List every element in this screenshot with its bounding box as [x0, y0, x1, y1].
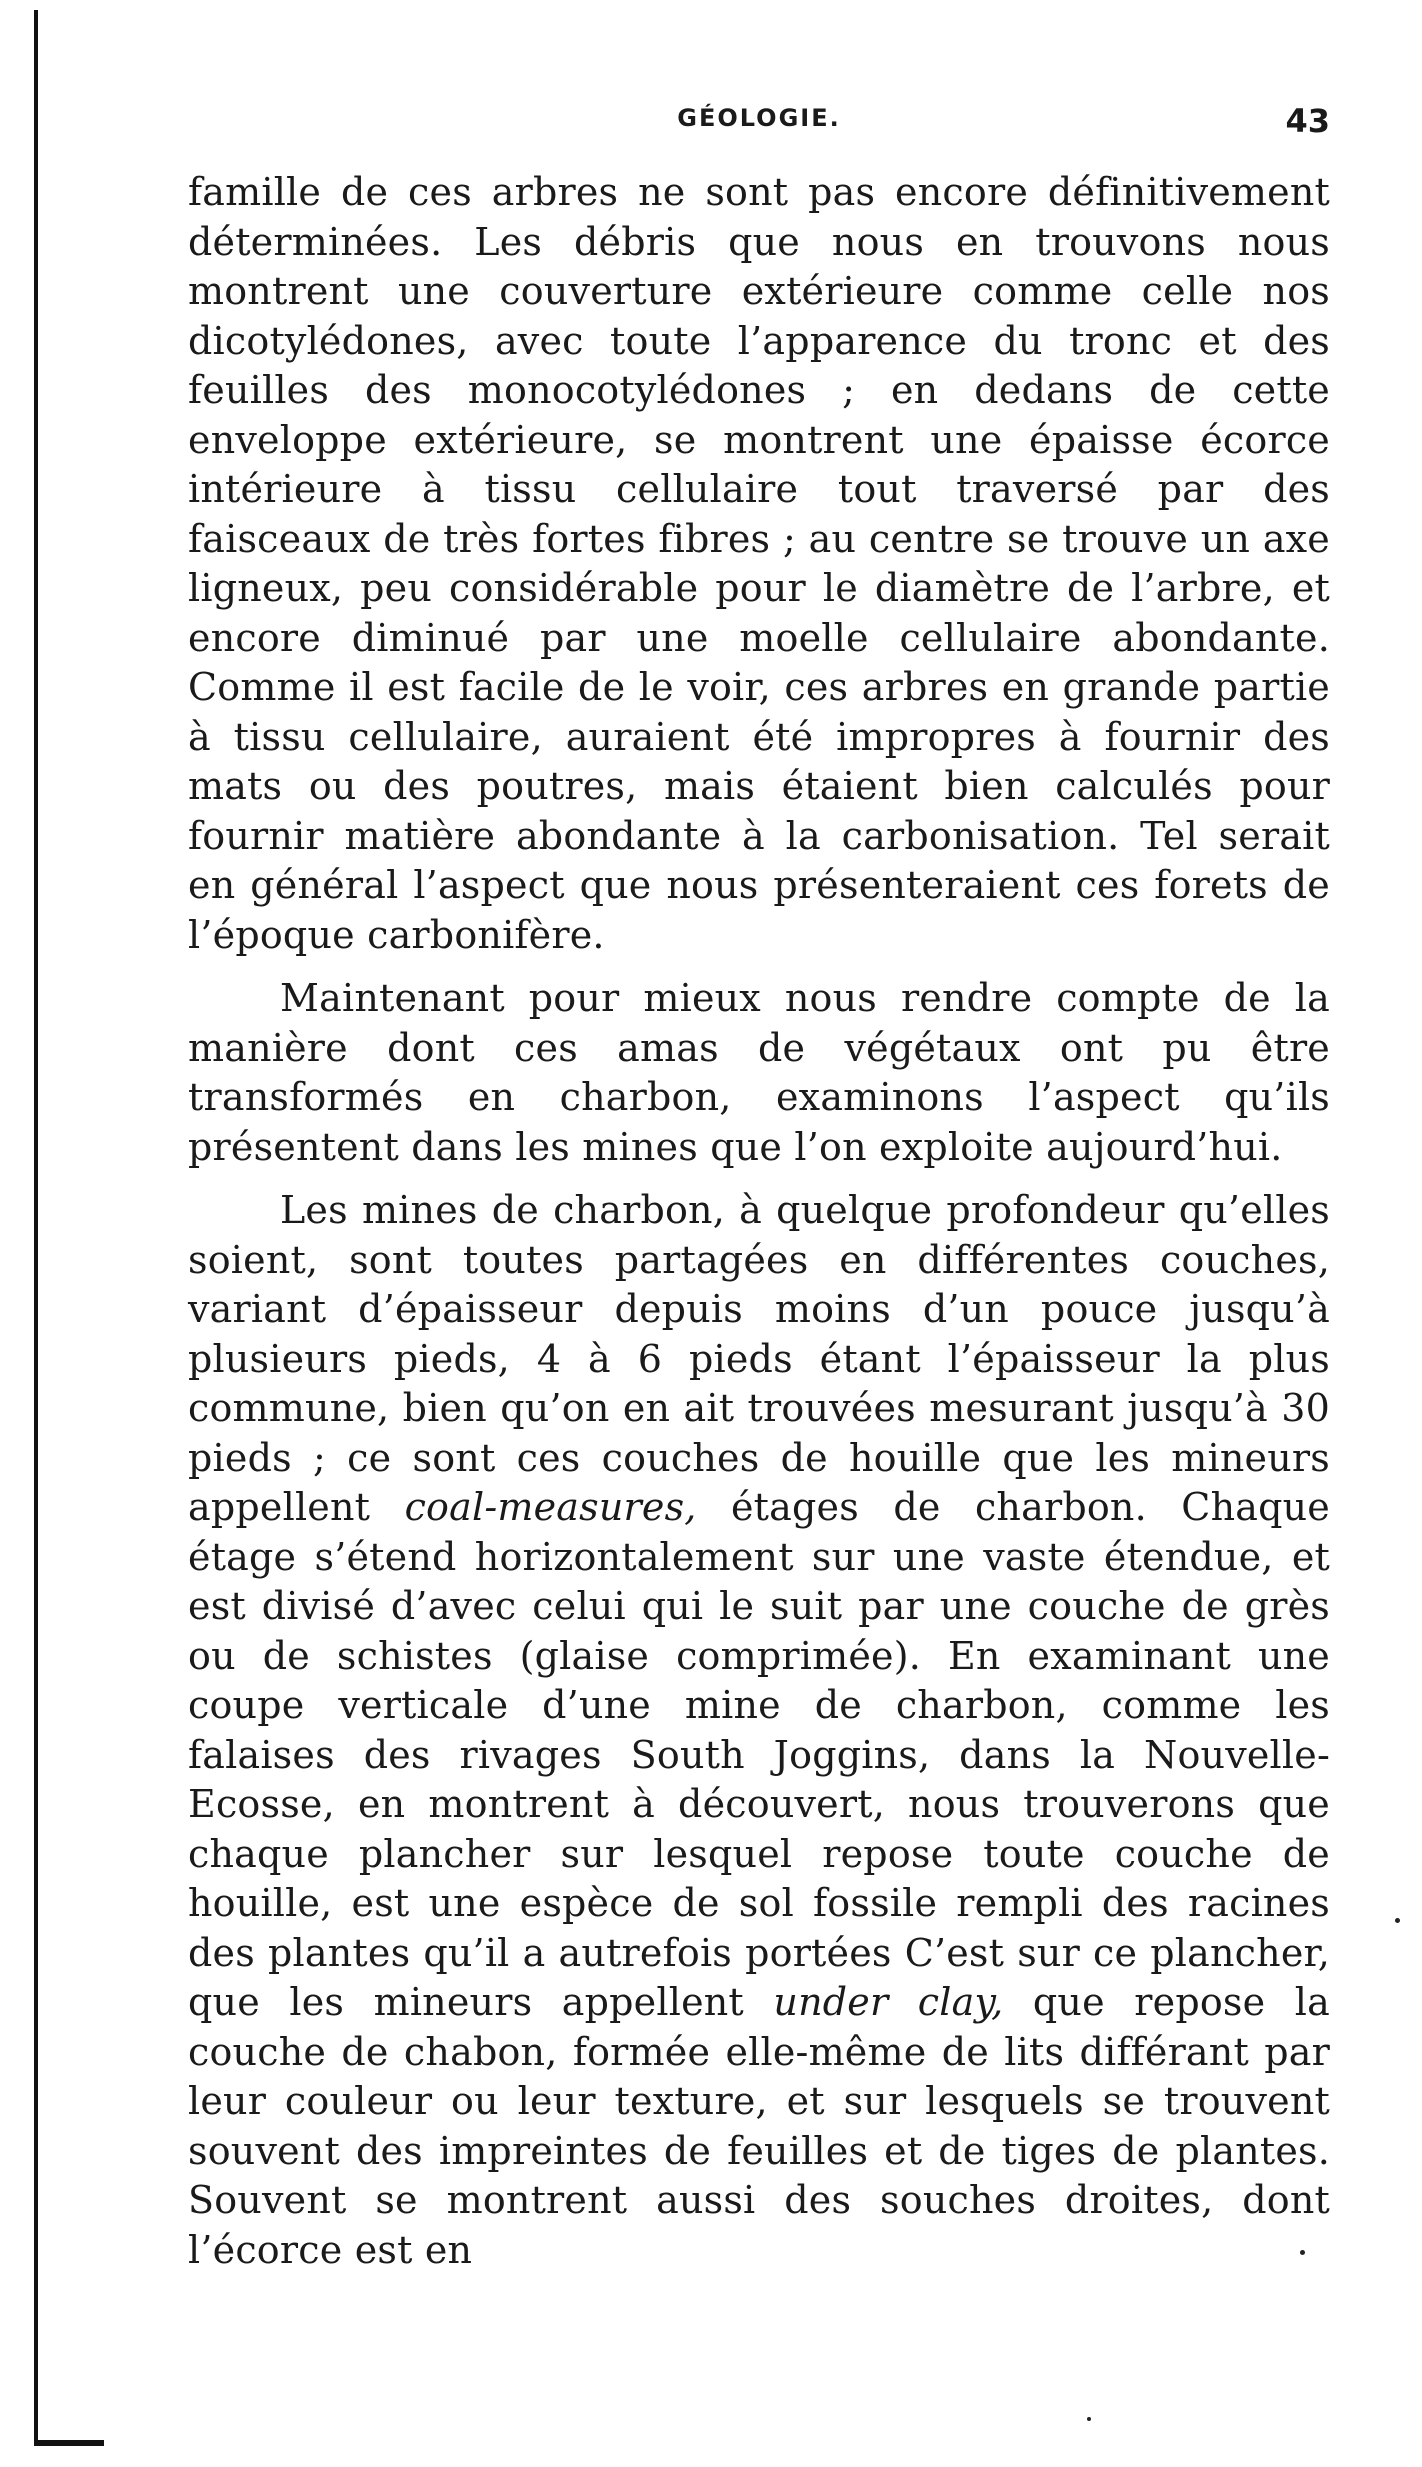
binding-edge-foot: [34, 2440, 104, 2446]
paragraph-3: [188, 1186, 1330, 2275]
paragraph-1: [188, 168, 1330, 960]
running-title: GÉOLOGIE.: [677, 104, 841, 132]
paragraph-2-text: Maintenant pour mieux nous rendre compte de la manière dont ces amas de végétaux ont pu être transformés en charbon, examinons l’aspect qu’ils présentent dans les mines que l’on exploite aujourd’hui.: [188, 976, 1330, 1169]
paragraph-1-text: famille de ces arbres ne sont pas encore définitivement déterminées. Les débris que nous en trouvons nous montrent une couverture extérieure comme celle nos dicotylédones, avec toute l’apparence du tronc et des feuilles des monocotylédones ; en dedans de cette enveloppe extérieure, se montrent une épaisse écorce intérieure à tissu cellulaire tout traversé par des faisceaux de très fortes fibres ; au centre se trouve un axe ligneux, peu considérable pour le diamètre de l’arbre, et encore diminué par une moelle cellulaire abondante. Comme il est facile de le voir, ces arbres en grande partie à tissu cellulaire, auraient été impropres à fournir des mats ou des poutres, mais étaient bien calculés pour fournir matière abondante à la carbonisation. Tel serait en général l’aspect que nous présenteraient ces forets de l’époque carbonifère.: [188, 170, 1330, 957]
paragraph-3-text-c: que repose la couche de chabon, formée elle-même de lits différant par leur couleur ou leur texture, et sur lesquels se trouvent souvent des impreintes de feuilles et de tiges de plantes. Souvent se montrent aussi des souches droites, dont l’écorce est en: [188, 1980, 1331, 2272]
paragraph-3-text-a: Les mines de charbon, à quelque profondeur qu’elles soient, sont toutes partagées en différentes couches, variant d’épaisseur depuis moins d’un pouce jusqu’à plusieurs pieds, 4 à 6 pieds étant l’épaisseur la plus commune, bien qu’on en ait trouvées mesurant jusqu’à 30 pieds ; ce sont ces couches de houille que les mineurs appellent: [188, 1188, 1330, 1529]
stray-mark: [1087, 2417, 1091, 2421]
paragraph-3-text-b: étages de charbon. Chaque étage s’étend horizontalement sur une vaste étendue, et est divisé d’avec celui qui le suit par une couche de grès ou de schistes (glaise comprimée). En examinant une coupe verticale d’une mine de charbon, comme les falaises des rivages South Joggins, dans la Nouvelle-Ecosse, en montrent à découvert, nous trouverons que chaque plancher sur lesquel repose toute couche de houille, est une espèce de sol fossile rempli des racines des plantes qu’il a autrefois portées C’est sur ce plancher, que les mineurs appellent: [188, 1485, 1330, 2024]
page-header: [188, 102, 1330, 142]
stray-mark: [1300, 2250, 1305, 2255]
paragraph-2: [188, 974, 1330, 1172]
term-under-clay: under clay,: [773, 1980, 1004, 2024]
term-coal-measures: coal-measures,: [404, 1485, 697, 1529]
body-text: [188, 168, 1330, 2275]
stray-mark: [1395, 1918, 1400, 1923]
page-number: 43: [1285, 102, 1330, 140]
binding-edge-rule: [34, 10, 38, 2445]
